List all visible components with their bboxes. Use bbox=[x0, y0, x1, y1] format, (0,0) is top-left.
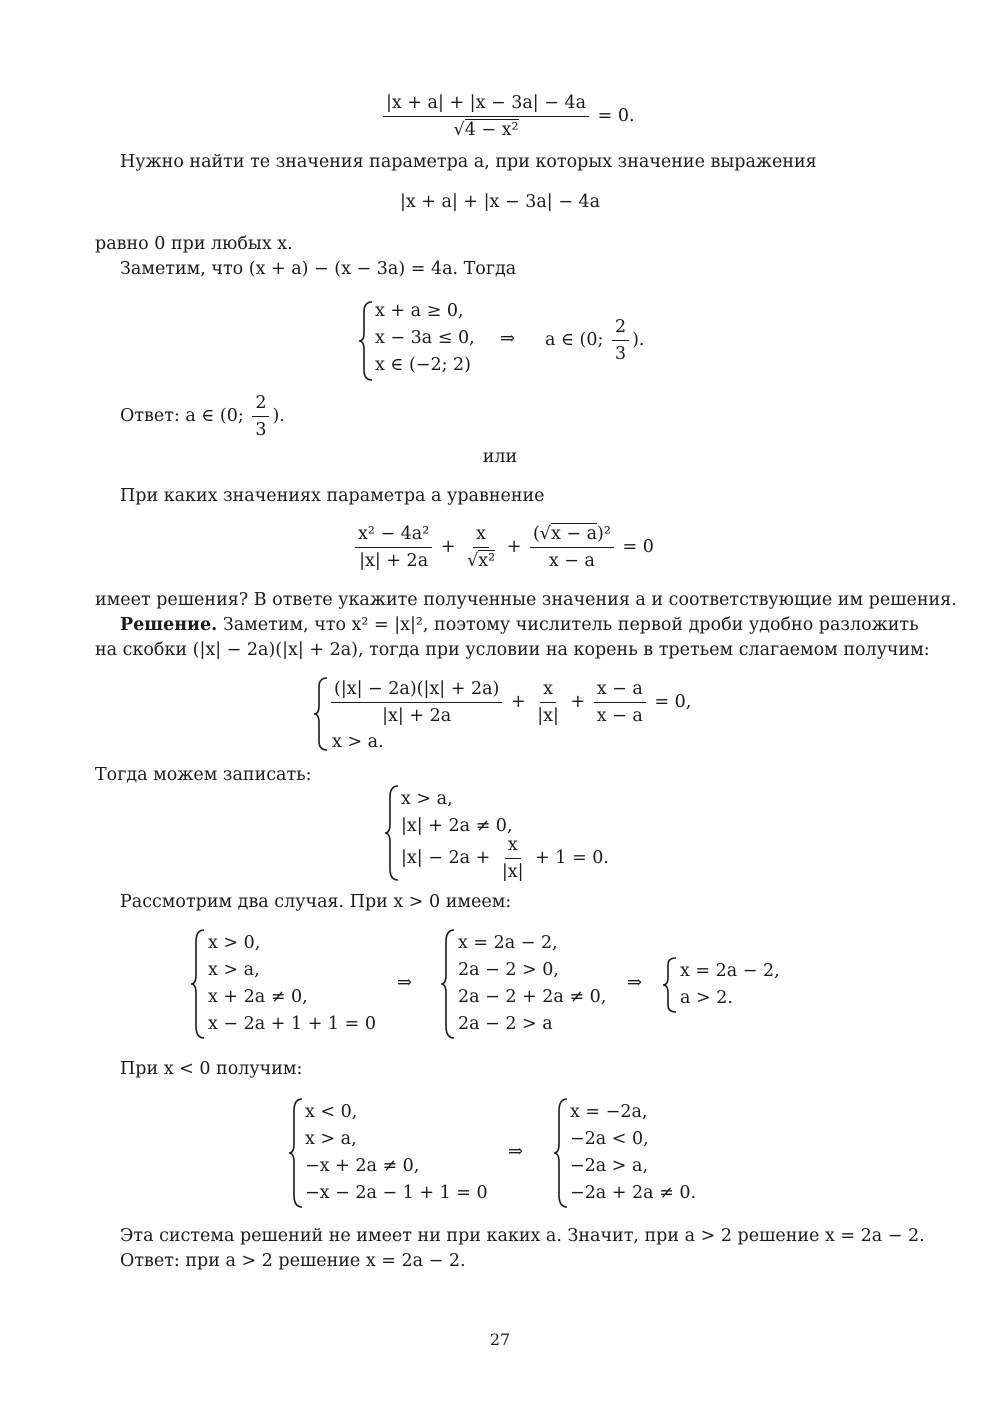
system-2-brace bbox=[313, 676, 329, 752]
eq-top-numerator: |x + a| + |x − 3a| − 4a bbox=[383, 92, 589, 117]
sys2-f1-den: |x| + 2a bbox=[382, 706, 452, 726]
case-2-a-line: −x + 2a ≠ 0, bbox=[305, 1156, 420, 1176]
case-1-a-line: x + 2a ≠ 0, bbox=[208, 987, 308, 1007]
case-1-a-line: x > 0, bbox=[208, 933, 261, 953]
case-1-b-line: x = 2a − 2, bbox=[458, 933, 558, 953]
sys2-f3-num: x − a bbox=[594, 678, 646, 703]
eq-top-denominator: √4 − x² bbox=[453, 120, 519, 140]
case-1-a-brace bbox=[190, 928, 206, 1040]
case-2-a-lines bbox=[305, 1099, 488, 1207]
case-1-b-line: 2a − 2 > a bbox=[458, 1014, 553, 1034]
sys2-f1-num: (|x| − 2a)(|x| + 2a) bbox=[331, 678, 502, 703]
case-2-a-line: x < 0, bbox=[305, 1102, 358, 1122]
answer-1-frac-den: 3 bbox=[255, 420, 267, 440]
case-2-a-brace bbox=[288, 1097, 304, 1209]
sys3-frac-num: x bbox=[505, 834, 521, 859]
case-1-c-line: x = 2a − 2, bbox=[680, 961, 780, 981]
paragraph-4: При каких значениях параметра a уравнение bbox=[120, 486, 545, 506]
eq2-f2-num: x bbox=[473, 523, 489, 548]
case-1-c-lines bbox=[680, 958, 780, 1012]
case-1-b-brace bbox=[440, 928, 456, 1040]
system-3-line-2: |x| + 2a ≠ 0, bbox=[401, 816, 513, 836]
system-1-line: x ∈ (−2; 2) bbox=[375, 355, 471, 375]
paragraph-7: на скобки (|x| − 2a)(|x| + 2a), тогда при условии на корень в третьем слагаемом получим: bbox=[95, 640, 930, 660]
case-1-a-line: x − 2a + 1 + 1 = 0 bbox=[208, 1014, 376, 1034]
paragraph-10: При x < 0 получим: bbox=[120, 1059, 303, 1079]
expression-display: |x + a| + |x − 3a| − 4a bbox=[399, 192, 601, 212]
case-1-c-line: a > 2. bbox=[680, 988, 733, 1008]
system-2-line-1: $\frac{(|x| - 2a)(|x| + 2a)}{|x| + 2a}$ + $\frac{x}{|x|}$ + $\frac{x - a}{x - a}$ = 0, bbox=[328, 678, 691, 727]
case-1-b-line: 2a − 2 > 0, bbox=[458, 960, 559, 980]
eq2-f2-den: √x² bbox=[467, 551, 496, 571]
system-1-lines bbox=[375, 298, 475, 379]
or-separator: или bbox=[482, 447, 518, 467]
case-1-a-line: x > a, bbox=[208, 960, 260, 980]
system-1-frac-den: 3 bbox=[614, 344, 627, 364]
case-2-a-line: x > a, bbox=[305, 1129, 357, 1149]
paragraph-11: Эта система решений не имеет ни при каких a. Значит, при a > 2 решение x = 2a − 2. bbox=[120, 1226, 925, 1246]
system-1-result: a ∈ (0; $\frac{2}{3}$ ). bbox=[545, 317, 645, 364]
eq-top-rhs: = 0. bbox=[597, 106, 635, 126]
paragraph-3: Заметим, что (x + a) − (x − 3a) = 4a. Тогда bbox=[120, 259, 517, 279]
system-1-line: x − 3a ≤ 0, bbox=[375, 328, 475, 348]
case-1-a-lines bbox=[208, 930, 376, 1038]
case-2-b-line: −2a + 2a ≠ 0. bbox=[570, 1183, 697, 1203]
eq2-f1-den: |x| + 2a bbox=[359, 551, 429, 571]
case-2-arrow: ⇒ bbox=[508, 1141, 524, 1162]
system-3-line-1: x > a, bbox=[401, 789, 453, 809]
page-number: 27 bbox=[489, 1330, 511, 1349]
system-3-line-3: |x| − 2a + $\frac{x}{|x|}$ + 1 = 0. bbox=[401, 835, 609, 882]
paragraph-8: Тогда можем записать: bbox=[95, 765, 312, 785]
paragraph-6: Решение. Заметим, что x² = |x|², поэтому числитель первой дроби удобно разложить bbox=[120, 615, 919, 635]
case-1-c-brace bbox=[662, 956, 678, 1014]
answer-1-frac-num: 2 bbox=[252, 392, 269, 417]
case-1-b-lines bbox=[458, 930, 606, 1038]
system-2-line-2: x > a. bbox=[332, 732, 384, 752]
paragraph-1: Нужно найти те значения параметра a, при которых значение выражения bbox=[120, 152, 817, 172]
case-1-b-line: 2a − 2 + 2a ≠ 0, bbox=[458, 987, 607, 1007]
case-2-b-line: x = −2a, bbox=[570, 1102, 648, 1122]
case-2-b-line: −2a < 0, bbox=[570, 1129, 649, 1149]
paragraph-5: имеет решения? В ответе укажите полученные значения a и соответствующие им решения. bbox=[95, 590, 957, 610]
eq2-f1-num: x² − 4a² bbox=[355, 523, 432, 548]
system-1-frac-num: 2 bbox=[612, 316, 629, 341]
paragraph-9: Рассмотрим два случая. При x > 0 имеем: bbox=[120, 892, 512, 912]
case-2-a-line: −x − 2a − 1 + 1 = 0 bbox=[305, 1183, 488, 1203]
paragraph-2: равно 0 при любых x. bbox=[95, 234, 293, 254]
answer-1: Ответ: a ∈ (0; $\frac{2}{3}$ ). bbox=[120, 393, 285, 440]
case-2-b-lines bbox=[570, 1099, 696, 1207]
case-2-b-brace bbox=[553, 1097, 569, 1209]
sys2-f3-den: x − a bbox=[596, 706, 643, 726]
sys2-f2-den: |x| bbox=[537, 706, 559, 726]
sys2-f2-num: x bbox=[540, 678, 556, 703]
case-1-arrow-2: ⇒ bbox=[627, 972, 643, 993]
system-1-line: x + a ≥ 0, bbox=[375, 301, 464, 321]
equation-top bbox=[380, 92, 635, 141]
system-1-arrow: ⇒ bbox=[500, 328, 516, 349]
system-3-brace bbox=[384, 784, 400, 882]
eq2-f3-den: x − a bbox=[548, 551, 595, 571]
equation-2: $\frac{\text{x² − 4a²}}{|x| + 2a}$ + $\frac{x}{\text{√x²}}$ + $\frac{\text{(√x − a)²}}{x - a}$ = 0 bbox=[352, 523, 654, 572]
eq2-f3-num: (√x − a)² bbox=[530, 523, 614, 548]
case-1-arrow-1: ⇒ bbox=[397, 972, 413, 993]
system-1-brace bbox=[358, 300, 374, 382]
answer-2: Ответ: при a > 2 решение x = 2a − 2. bbox=[120, 1251, 466, 1271]
case-2-b-line: −2a > a, bbox=[570, 1156, 649, 1176]
sys3-frac-den: |x| bbox=[501, 862, 524, 882]
